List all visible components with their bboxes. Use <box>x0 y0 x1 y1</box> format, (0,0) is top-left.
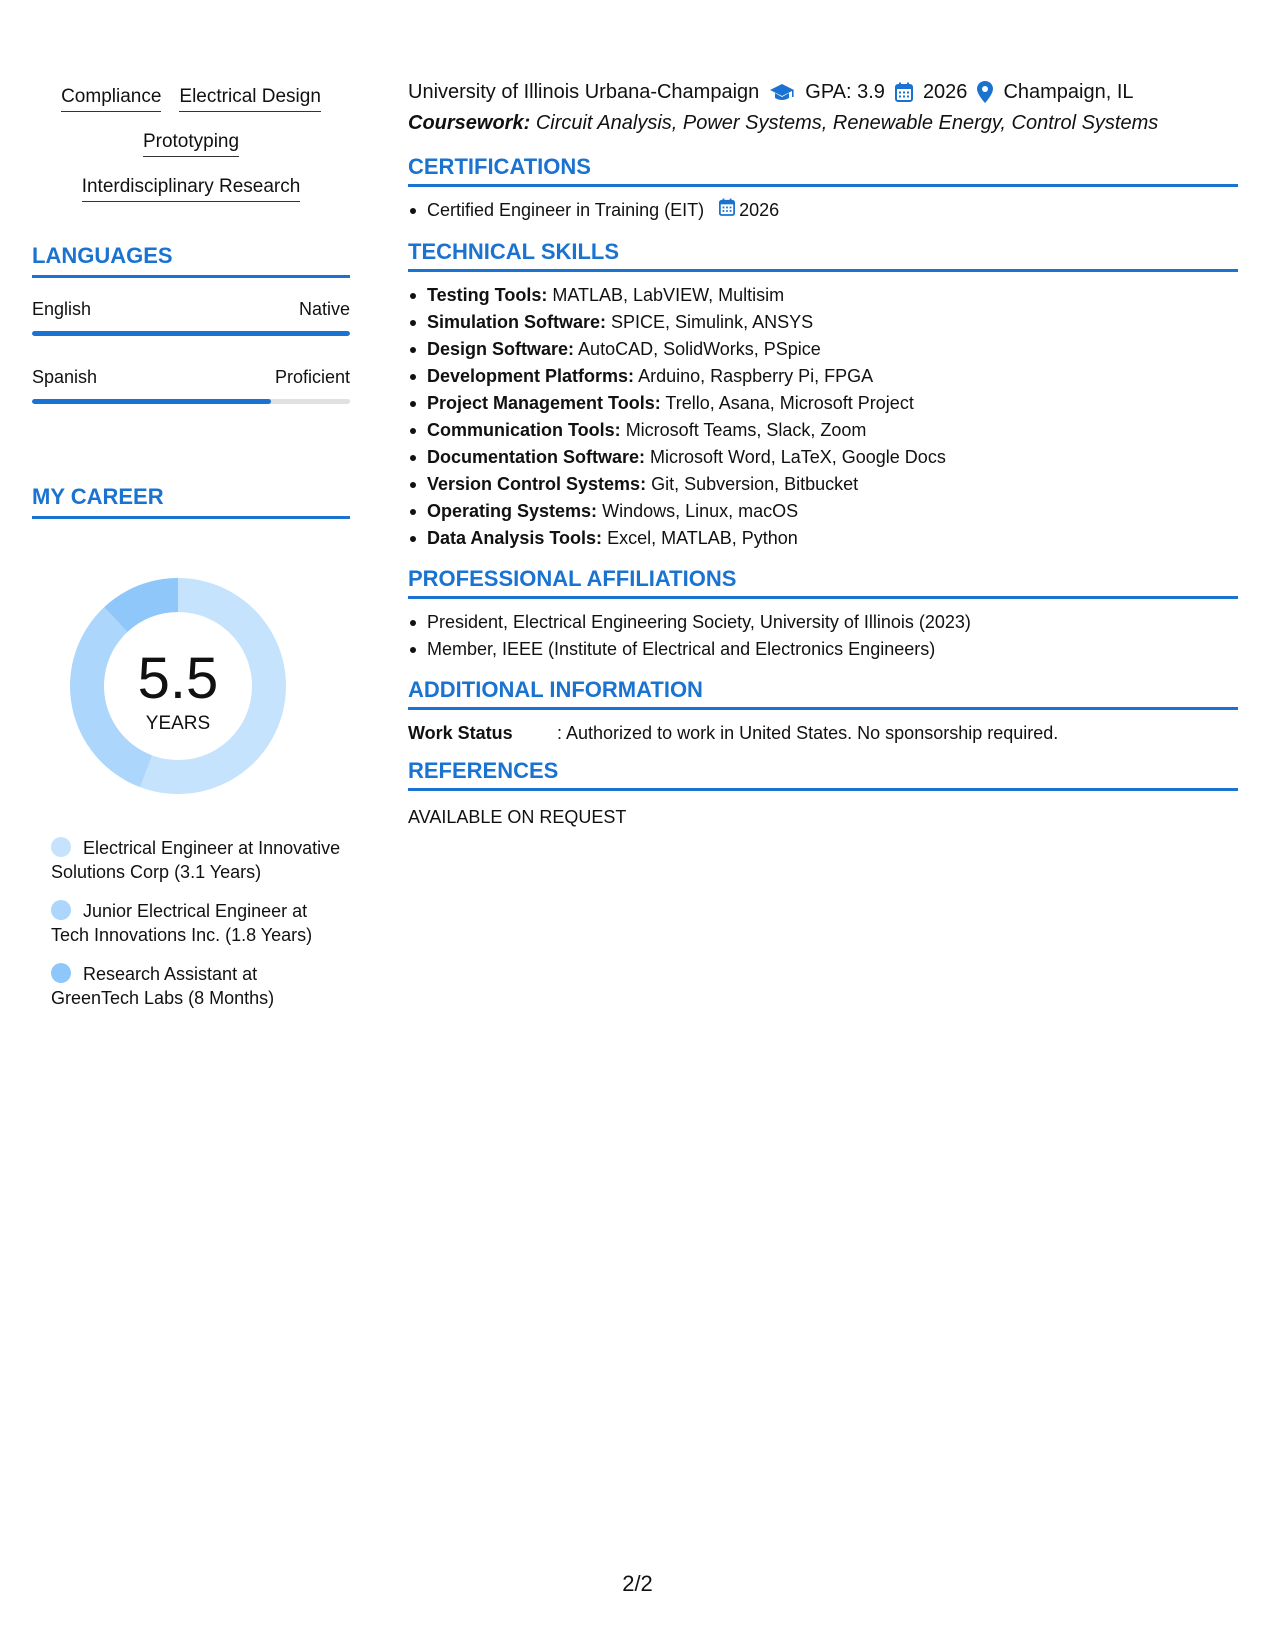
skill-value: Arduino, Raspberry Pi, FPGA <box>638 366 874 386</box>
skill-item <box>427 336 1237 363</box>
skill-item <box>427 444 1237 471</box>
career-legend-item <box>51 899 341 947</box>
language-proficiency-fill <box>32 331 350 336</box>
language-level: Native <box>298 299 350 319</box>
skill-label: Testing Tools: <box>427 285 548 305</box>
additional-info-heading: ADDITIONAL INFORMATION <box>408 676 1238 710</box>
certification-item <box>427 197 1237 224</box>
skill-tag-row <box>32 84 350 129</box>
skill-label: Design Software: <box>427 339 575 359</box>
skill-value: Windows, Linux, macOS <box>602 501 799 521</box>
skill-value: Excel, MATLAB, Python <box>607 528 798 548</box>
languages-heading: LANGUAGES <box>32 242 350 278</box>
skill-tag: Compliance <box>61 84 161 112</box>
skill-item <box>427 498 1237 525</box>
language-proficiency-bar <box>32 331 350 336</box>
certifications-heading: CERTIFICATIONS <box>408 153 1238 187</box>
career-legend-label: Electrical Engineer at Innovative Solutions Corp (3.1 Years) <box>51 838 341 882</box>
coursework-label: Coursework: <box>408 112 531 134</box>
work-status-value: : Authorized to work in United States. No sponsorship required. <box>557 723 1059 743</box>
skill-tag-row <box>32 129 350 174</box>
language-item <box>32 365 350 404</box>
career-heading: MY CAREER <box>32 483 350 519</box>
career-total-years: 5.5 <box>137 646 219 711</box>
map-pin-icon <box>977 81 993 103</box>
skill-value: Git, Subversion, Bitbucket <box>651 474 859 494</box>
legend-dot <box>51 900 71 920</box>
language-level: Proficient <box>274 367 350 387</box>
technical-skills-list <box>408 282 1237 552</box>
certification-date: 2026 <box>739 200 780 220</box>
education-year: 2026 <box>922 81 968 103</box>
skill-tag: Interdisciplinary Research <box>82 174 301 202</box>
career-legend-item <box>51 962 341 1010</box>
skill-label: Data Analysis Tools: <box>427 528 603 548</box>
skill-label: Documentation Software: <box>427 447 646 467</box>
skill-value: MATLAB, LabVIEW, Multisim <box>552 285 785 305</box>
skill-label: Development Platforms: <box>427 366 635 386</box>
skill-value: Trello, Asana, Microsoft Project <box>665 393 914 413</box>
affiliation-item: Member, IEEE (Institute of Electrical and Electronics Engineers) <box>427 636 1237 663</box>
page-number: 2/2 <box>622 1571 653 1596</box>
graduation-cap-icon <box>769 82 795 102</box>
affiliations-list <box>408 609 1237 663</box>
education-line <box>408 78 1134 106</box>
technical-skills-heading: TECHNICAL SKILLS <box>408 238 1238 272</box>
skill-tag-row <box>32 174 350 219</box>
skill-label: Operating Systems: <box>427 501 598 521</box>
career-legend <box>51 836 341 1025</box>
skill-value: AutoCAD, SolidWorks, PSpice <box>578 339 821 359</box>
skill-value: SPICE, Simulink, ANSYS <box>611 312 814 332</box>
work-status-row <box>408 721 1058 745</box>
certification-name: Certified Engineer in Training (EIT) <box>427 200 705 220</box>
skill-item <box>427 525 1237 552</box>
skill-item <box>427 282 1237 309</box>
education-coursework <box>408 109 1158 137</box>
career-legend-item <box>51 836 341 884</box>
education-gpa: GPA: 3.9 <box>805 81 885 103</box>
language-proficiency-fill <box>32 399 271 404</box>
career-legend-label: Research Assistant at GreenTech Labs (8 Months) <box>51 964 275 1008</box>
legend-dot <box>51 963 71 983</box>
language-item <box>32 297 350 336</box>
skill-label: Simulation Software: <box>427 312 607 332</box>
legend-dot <box>51 837 71 857</box>
certifications-list <box>408 197 1237 224</box>
career-legend-label: Junior Electrical Engineer at Tech Innovations Inc. (1.8 Years) <box>51 901 313 945</box>
calendar-icon <box>719 197 739 224</box>
skill-value: Microsoft Teams, Slack, Zoom <box>625 420 867 440</box>
career-donut-chart <box>66 574 290 798</box>
skill-value: Microsoft Word, LaTeX, Google Docs <box>650 447 946 467</box>
skill-item <box>427 390 1237 417</box>
skill-item <box>427 363 1237 390</box>
skill-label: Version Control Systems: <box>427 474 647 494</box>
skill-label: Communication Tools: <box>427 420 621 440</box>
language-proficiency-bar <box>32 399 350 404</box>
skill-item <box>427 417 1237 444</box>
affiliations-heading: PROFESSIONAL AFFILIATIONS <box>408 565 1238 599</box>
education-school: University of Illinois Urbana-Champaign <box>408 81 760 103</box>
language-name: English <box>32 299 92 319</box>
work-status-key: Work Status <box>408 723 513 743</box>
calendar-icon <box>895 82 913 102</box>
skill-item <box>427 309 1237 336</box>
education-location: Champaign, IL <box>1003 81 1134 103</box>
language-name: Spanish <box>32 367 98 387</box>
coursework-text: Circuit Analysis, Power Systems, Renewable Energy, Control Systems <box>535 112 1159 134</box>
career-total-unit: YEARS <box>145 713 211 734</box>
skill-tag: Electrical Design <box>179 84 321 112</box>
skill-item <box>427 471 1237 498</box>
skill-tag: Prototyping <box>143 129 239 157</box>
affiliation-item: President, Electrical Engineering Society, University of Illinois (2023) <box>427 609 1237 636</box>
references-text: AVAILABLE ON REQUEST <box>408 807 627 827</box>
skill-label: Project Management Tools: <box>427 393 661 413</box>
skill-tags <box>32 84 350 219</box>
references-heading: REFERENCES <box>408 757 1238 791</box>
